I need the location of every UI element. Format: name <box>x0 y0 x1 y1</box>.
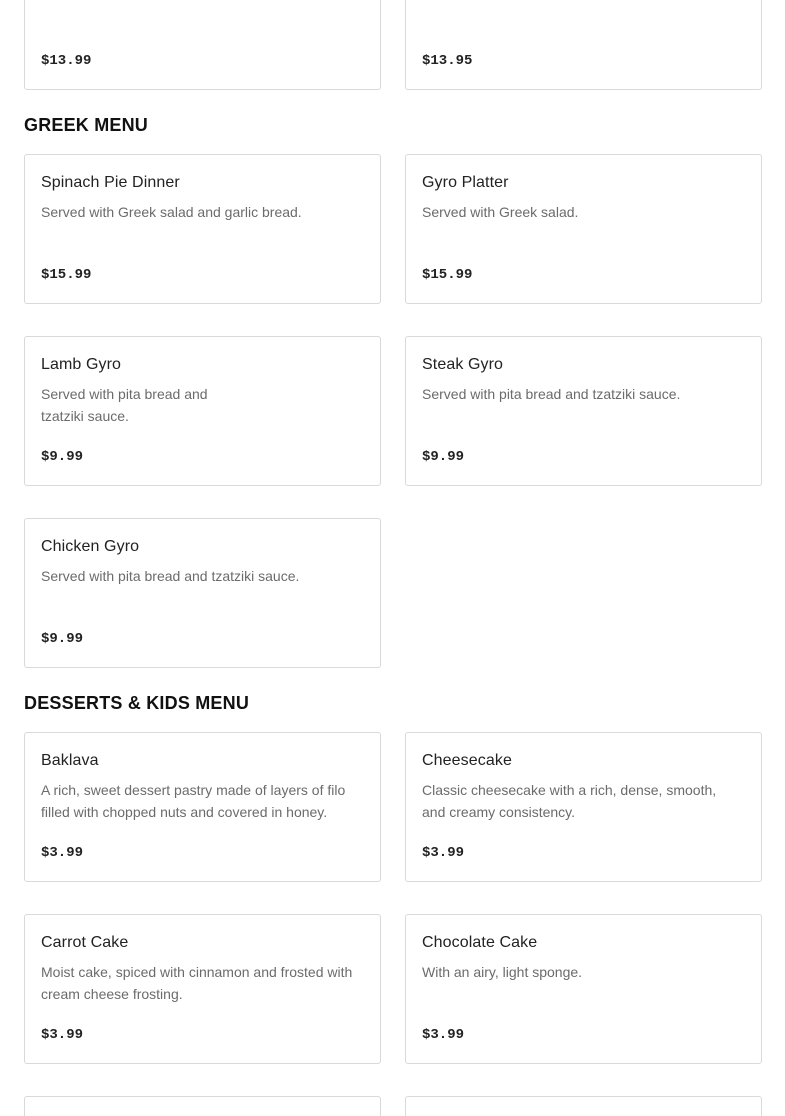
item-name: Spinach Pie Dinner <box>41 174 180 191</box>
item-description: Served with pita bread and tzatziki sauce. <box>41 386 208 424</box>
menu-item-spinach-pie-dinner[interactable] <box>24 154 381 304</box>
item-name: Chicken Gyro <box>41 538 140 555</box>
item-name: Chocolate Cake <box>422 934 538 951</box>
menu-item-baklava[interactable] <box>24 732 381 882</box>
menu-item-card[interactable] <box>405 1096 762 1116</box>
item-name: Cheesecake <box>422 752 512 769</box>
menu-item-carrot-cake[interactable] <box>24 914 381 1064</box>
item-name: Baklava <box>41 752 99 769</box>
menu-item-card[interactable] <box>24 1096 381 1116</box>
item-description: Moist cake, spiced with cinnamon and frosted with cream cheese frosting. <box>41 964 353 1002</box>
item-name: Steak Gyro <box>422 356 504 373</box>
item-name: Lamb Gyro <box>41 356 122 373</box>
menu-item-cheesecake[interactable] <box>405 732 762 882</box>
section-title-desserts-kids-menu: DESSERTS & KIDS MENU <box>24 693 250 713</box>
item-price: $3.99 <box>422 845 465 861</box>
item-price: $3.99 <box>41 845 84 861</box>
menu-item-chocolate-cake[interactable] <box>405 914 762 1064</box>
item-description: Served with pita bread and tzatziki sauce. <box>422 386 681 402</box>
item-price: $9.99 <box>41 449 84 465</box>
item-description: Served with pita bread and tzatziki sauce. <box>41 568 300 584</box>
menu-item-gyro-platter[interactable] <box>405 154 762 304</box>
section-title-greek-menu: GREEK MENU <box>24 115 149 135</box>
item-description: A rich, sweet dessert pastry made of layers of filo filled with chopped nuts and covered in honey. <box>41 782 346 820</box>
menu-item-steak-gyro[interactable] <box>405 336 762 486</box>
item-price: $13.95 <box>422 53 473 69</box>
item-price: $15.99 <box>422 267 473 283</box>
item-description: Served with Greek salad and garlic bread. <box>41 204 302 220</box>
item-price: $13.99 <box>41 53 92 69</box>
menu-item-card[interactable] <box>405 0 762 90</box>
item-name: Carrot Cake <box>41 934 129 951</box>
item-price: $3.99 <box>41 1027 84 1043</box>
item-description: Served with Greek salad. <box>422 204 579 220</box>
item-description: Classic cheesecake with a rich, dense, smooth, and creamy consistency. <box>422 782 717 820</box>
item-price: $15.99 <box>41 267 92 283</box>
menu-item-lamb-gyro[interactable] <box>24 336 381 486</box>
menu-item-card[interactable] <box>24 0 381 90</box>
item-name: Gyro Platter <box>422 174 509 191</box>
item-price: $9.99 <box>41 631 84 647</box>
menu-item-chicken-gyro[interactable] <box>24 518 381 668</box>
item-description: With an airy, light sponge. <box>422 964 583 980</box>
item-price: $9.99 <box>422 449 465 465</box>
item-price: $3.99 <box>422 1027 465 1043</box>
